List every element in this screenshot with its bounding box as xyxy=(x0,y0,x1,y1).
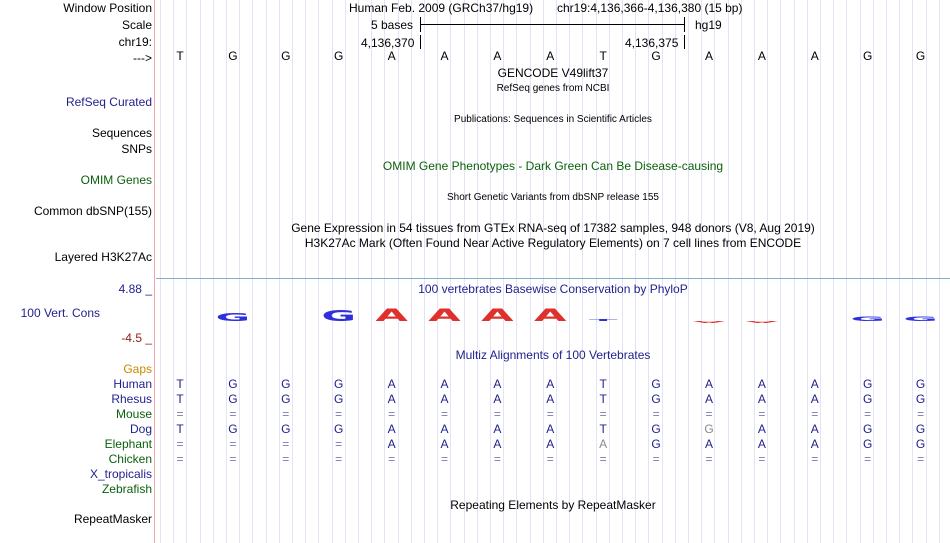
track-label-repeatmasker[interactable]: RepeatMasker xyxy=(73,512,152,526)
alignment-base: = xyxy=(229,437,237,451)
alignment-base: = xyxy=(917,407,925,421)
alignment-base: G xyxy=(915,392,926,406)
phylop-mark: A xyxy=(692,320,726,324)
phylop-mark: A xyxy=(534,305,567,326)
alignment-base: A xyxy=(757,422,766,436)
species-label[interactable]: X_tropicalis xyxy=(89,467,152,481)
base-letter: T xyxy=(176,49,184,63)
base-letter: G xyxy=(651,49,661,63)
alignment-base: A xyxy=(704,392,713,406)
alignment-base: = xyxy=(652,452,660,466)
alignment-base: A xyxy=(546,392,555,406)
strand-arrow-label: ---> xyxy=(133,51,152,65)
alignment-base: G xyxy=(228,377,238,391)
alignment-base: = xyxy=(758,407,766,421)
assembly-text: Human Feb. 2009 (GRCh37/hg19) xyxy=(349,1,534,15)
phylop-mark: T xyxy=(588,318,618,322)
alignment-base: = xyxy=(282,437,290,451)
species-label[interactable]: Mouse xyxy=(115,407,152,421)
phylop-mark: A xyxy=(428,305,461,326)
alignment-base: G xyxy=(334,377,344,391)
species-label[interactable]: Elephant xyxy=(104,437,152,451)
phylop-mark: A xyxy=(745,320,779,324)
alignment-base: A xyxy=(493,437,502,451)
species-label[interactable]: Dog xyxy=(129,422,152,436)
phylop-mark: G xyxy=(903,315,938,323)
species-label[interactable]: Zebrafish xyxy=(101,482,152,496)
alignment-base: G xyxy=(651,392,661,406)
alignment-base: = xyxy=(388,407,396,421)
alignment-base: = xyxy=(546,452,554,466)
alignment-base: G xyxy=(651,422,661,436)
alignment-base: = xyxy=(599,452,607,466)
alignment-base: G xyxy=(281,422,291,436)
alignment-base: G xyxy=(281,392,291,406)
track-label-sequences[interactable]: Sequences xyxy=(91,126,152,140)
alignment-base: A xyxy=(810,392,819,406)
assembly-short: hg19 xyxy=(695,18,722,32)
base-letter: G xyxy=(334,49,344,63)
alignment-base: G xyxy=(651,377,661,391)
alignment-base: G xyxy=(704,422,714,436)
alignment-base: = xyxy=(811,407,819,421)
alignment-base: G xyxy=(228,392,238,406)
coord-left: 4,136,370 xyxy=(361,36,415,50)
base-letter: A xyxy=(757,49,766,63)
alignment-base: A xyxy=(599,437,608,451)
alignment-base: A xyxy=(493,392,502,406)
alignment-base: G xyxy=(281,377,291,391)
track-label-omim-genes[interactable]: OMIM Genes xyxy=(80,173,152,187)
alignment-base: = xyxy=(282,452,290,466)
alignment-base: A xyxy=(757,437,766,451)
alignment-base: = xyxy=(229,452,237,466)
alignment-base: = xyxy=(493,407,501,421)
alignment-base: = xyxy=(176,407,184,421)
base-letter: G xyxy=(228,49,238,63)
alignment-base: = xyxy=(652,407,660,421)
gtex-track-title[interactable]: Gene Expression in 54 tissues from GTEx RNA-seq of 17382 samples, 948 donors (V8, Aug 2019) xyxy=(291,221,815,235)
omim-track-title[interactable]: OMIM Gene Phenotypes - Dark Green Can Be Disease-causing xyxy=(382,159,724,173)
base-letter: G xyxy=(281,49,291,63)
alignment-base: G xyxy=(915,422,926,436)
alignment-base: = xyxy=(864,407,872,421)
scale-label: Scale xyxy=(121,18,152,32)
alignment-base: A xyxy=(493,377,502,391)
coord-right: 4,136,375 xyxy=(625,36,679,50)
alignment-base: = xyxy=(335,452,343,466)
window-position-label: Window Position xyxy=(63,1,152,15)
publications-track-title[interactable]: Publications: Sequences in Scientific Articles xyxy=(454,114,652,125)
alignment-base: A xyxy=(387,437,396,451)
alignment-base: A xyxy=(546,422,555,436)
dbsnp-track-title[interactable]: Short Genetic Variants from dbSNP release 155 xyxy=(447,192,659,203)
alignment-base: G xyxy=(863,437,873,451)
repeatmasker-track-title[interactable]: Repeating Elements by RepeatMasker xyxy=(450,498,656,512)
alignment-base: A xyxy=(440,377,449,391)
phylop-max-label: 4.88 _ xyxy=(118,282,152,296)
alignment-base: G xyxy=(334,392,344,406)
alignment-base: = xyxy=(493,452,501,466)
base-letter: T xyxy=(599,49,607,63)
alignment-base: = xyxy=(546,407,554,421)
alignment-base: G xyxy=(651,437,661,451)
alignment-base: A xyxy=(387,392,396,406)
alignment-base: = xyxy=(705,407,713,421)
alignment-base: = xyxy=(176,437,184,451)
alignment-base: A xyxy=(810,422,819,436)
alignment-base: = xyxy=(811,452,819,466)
species-label[interactable]: Rhesus xyxy=(111,392,152,406)
phylop-mark: G xyxy=(321,307,356,325)
alignment-base: A xyxy=(546,437,555,451)
alignment-base: T xyxy=(176,422,184,436)
refseq-track-title[interactable]: RefSeq genes from NCBI xyxy=(496,83,610,94)
phylop-mark: A xyxy=(375,305,408,326)
alignment-base: G xyxy=(863,422,873,436)
phylop-mark: G xyxy=(215,311,251,324)
base-letter: A xyxy=(387,49,396,63)
alignment-base: A xyxy=(546,377,555,391)
multiz-track-title[interactable]: Multiz Alignments of 100 Vertebrates xyxy=(455,348,651,362)
alignment-base: G xyxy=(863,377,873,391)
base-letter: A xyxy=(546,49,555,63)
track-label-100-vert-cons[interactable]: 100 Vert. Cons xyxy=(20,306,100,320)
alignment-base: T xyxy=(176,377,184,391)
alignment-base: = xyxy=(440,452,448,466)
species-label[interactable]: Human xyxy=(113,377,152,391)
alignment-base: A xyxy=(440,422,449,436)
phylop-min-label: -4.5 _ xyxy=(121,331,152,345)
alignment-base: = xyxy=(335,407,343,421)
track-label-refseq-curated[interactable]: RefSeq Curated xyxy=(65,95,152,109)
phylop-mark: A xyxy=(481,305,514,326)
phylop-mark: G xyxy=(850,315,885,323)
alignment-base: A xyxy=(387,377,396,391)
alignment-base: = xyxy=(176,452,184,466)
alignment-base: G xyxy=(228,422,238,436)
alignment-base: = xyxy=(705,452,713,466)
alignment-base: = xyxy=(440,407,448,421)
alignment-base: G xyxy=(915,377,926,391)
alignment-base: = xyxy=(282,407,290,421)
gencode-track-title[interactable]: GENCODE V49lift37 xyxy=(497,66,609,80)
alignment-base: = xyxy=(335,437,343,451)
alignment-base: T xyxy=(599,422,607,436)
alignment-base: A xyxy=(757,392,766,406)
alignment-base: A xyxy=(810,377,819,391)
alignment-base: T xyxy=(176,392,184,406)
base-letter: A xyxy=(440,49,449,63)
alignment-base: = xyxy=(388,452,396,466)
alignment-base: A xyxy=(440,437,449,451)
alignment-base: A xyxy=(757,377,766,391)
base-letter: A xyxy=(810,49,819,63)
alignment-base: A xyxy=(493,422,502,436)
base-letter: A xyxy=(704,49,713,63)
base-letter: A xyxy=(493,49,502,63)
track-label-gaps[interactable]: Gaps xyxy=(123,362,152,376)
scale-text: 5 bases xyxy=(371,18,414,32)
h3k27ac-track-title[interactable]: H3K27Ac Mark (Often Found Near Active Regulatory Elements) on 7 cell lines from ENCODE xyxy=(304,236,802,250)
alignment-base: = xyxy=(864,452,872,466)
alignment-base: T xyxy=(599,392,607,406)
base-letter: G xyxy=(915,49,926,63)
phylop-track-title[interactable]: 100 vertebrates Basewise Conservation by PhyloP xyxy=(418,282,688,296)
track-label-snps[interactable]: SNPs xyxy=(121,142,152,156)
track-label-layered-h3k27ac[interactable]: Layered H3K27Ac xyxy=(54,250,152,264)
alignment-base: = xyxy=(229,407,237,421)
alignment-base: A xyxy=(704,437,713,451)
alignment-base: G xyxy=(334,422,344,436)
base-letter: G xyxy=(863,49,873,63)
alignment-base: A xyxy=(704,377,713,391)
alignment-base: A xyxy=(440,392,449,406)
alignment-base: A xyxy=(387,422,396,436)
alignment-base: G xyxy=(915,437,926,451)
alignment-base: G xyxy=(863,392,873,406)
species-label[interactable]: Chicken xyxy=(108,452,152,466)
position-text: chr19:4,136,366-4,136,380 (15 bp) xyxy=(557,1,743,15)
chrom-label: chr19: xyxy=(118,35,152,49)
alignment-base: = xyxy=(758,452,766,466)
alignment-base: = xyxy=(917,452,925,466)
alignment-base: T xyxy=(599,377,607,391)
track-label-common-dbsnp[interactable]: Common dbSNP(155) xyxy=(33,204,152,218)
alignment-base: A xyxy=(810,437,819,451)
alignment-base: = xyxy=(599,407,607,421)
